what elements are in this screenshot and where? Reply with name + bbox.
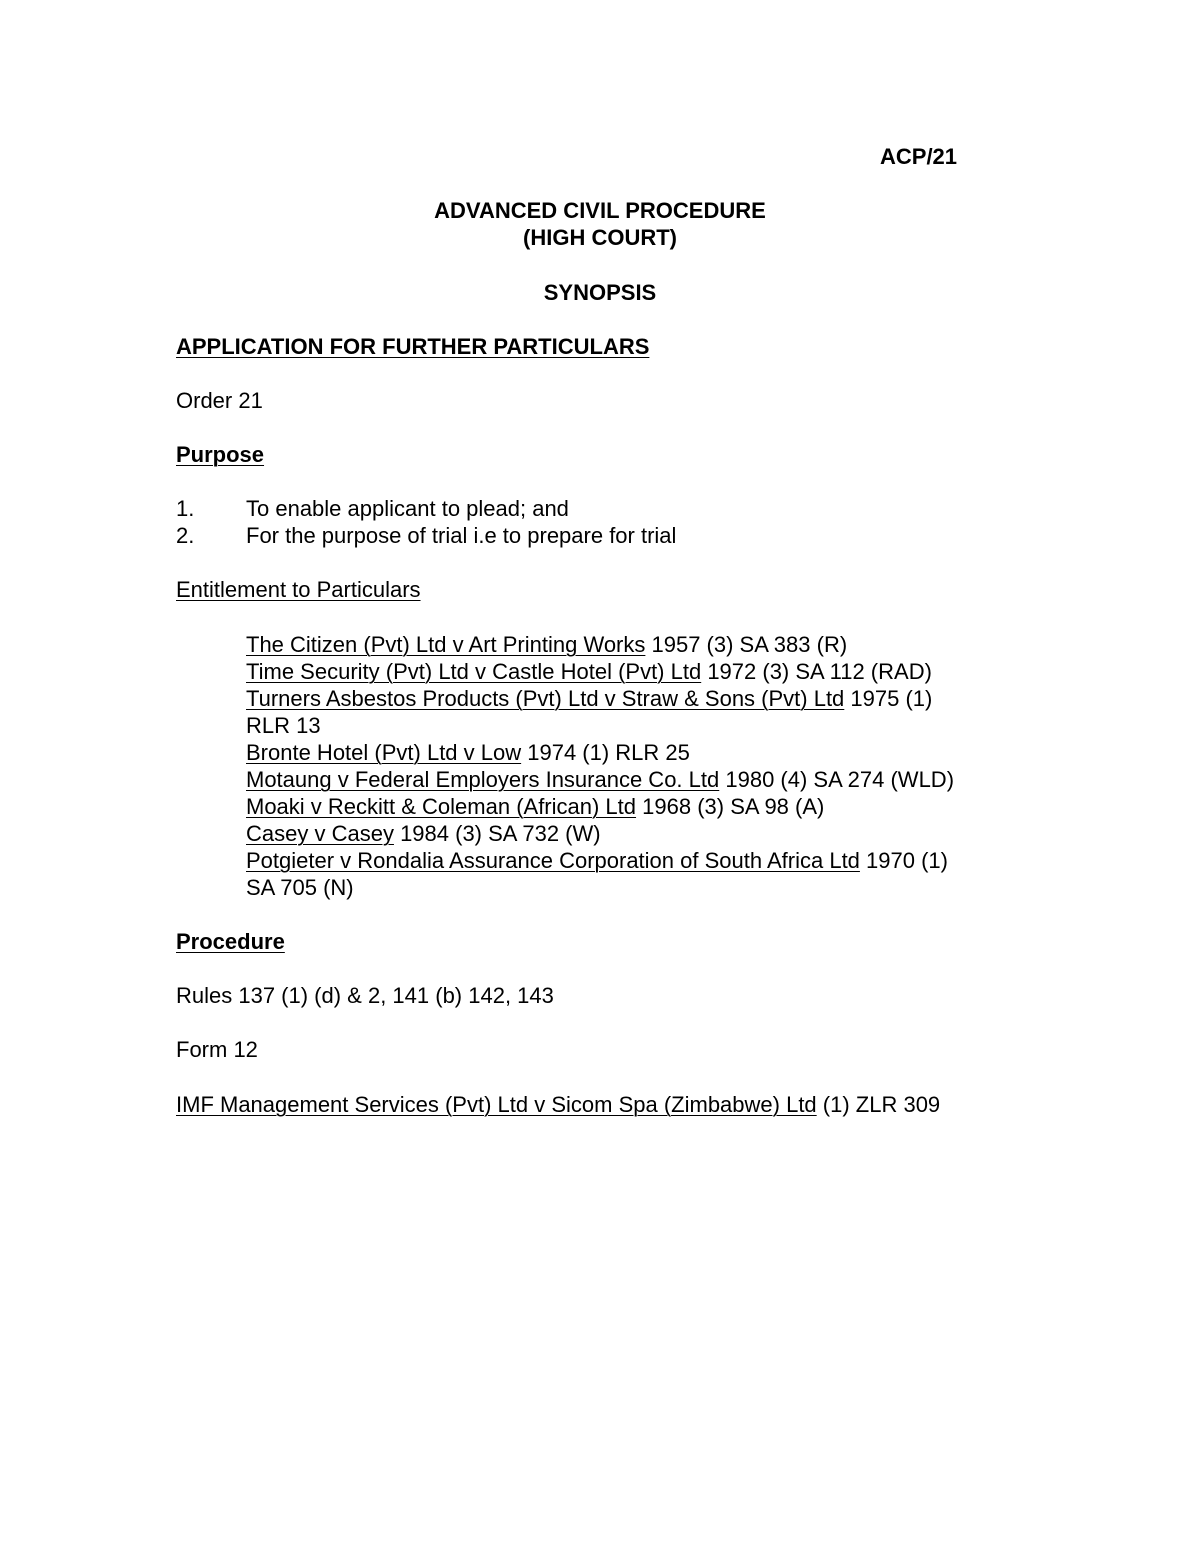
case-citation [246,820,601,847]
case-name: The Citizen (Pvt) Ltd v Art Printing Works [246,632,646,657]
case-reference: 1968 (3) SA 98 (A) [636,794,825,819]
case-citation [246,685,932,712]
purpose-item [0,495,1200,522]
document-subtitle: (HIGH COURT) [523,225,677,250]
case-reference: 1972 (3) SA 112 (RAD) [701,659,932,684]
document-title: ADVANCED CIVIL PROCEDURE [434,198,766,223]
case-reference: 1970 (1) [859,848,948,873]
case-citation [246,793,824,820]
main-heading: APPLICATION FOR FURTHER PARTICULARS [176,334,650,359]
synopsis-heading: SYNOPSIS [543,280,657,305]
purpose-heading: Purpose [176,442,265,467]
procedure-form: Form 12 [176,1037,258,1062]
procedure-heading: Procedure [176,929,285,954]
entitlement-heading: Entitlement to Particulars [176,577,421,602]
case-citation [246,739,690,766]
case-citation [246,847,948,874]
case-reference: 1980 (4) SA 274 (WLD) [719,767,955,792]
case-name: Bronte Hotel (Pvt) Ltd v Low [246,740,522,765]
case-name: IMF Management Services (Pvt) Ltd v Sicom Spa (Zimbabwe) Ltd [176,1092,817,1117]
purpose-item-text: To enable applicant to plead; and [246,496,569,521]
procedure-rules: Rules 137 (1) (d) & 2, 141 (b) 142, 143 [176,983,554,1008]
case-citation [246,658,932,685]
case-name: Moaki v Reckitt & Coleman (African) Ltd [246,794,637,819]
purpose-item-number: 1. [176,496,195,521]
case-name: Turners Asbestos Products (Pvt) Ltd v Straw & Sons (Pvt) Ltd [246,686,845,711]
case-name: Time Security (Pvt) Ltd v Castle Hotel (Pvt) Ltd [246,659,702,684]
case-reference-continued: RLR 13 [246,713,321,738]
document-code: ACP/21 [880,144,958,169]
purpose-item-text: For the purpose of trial i.e to prepare for trial [246,523,677,548]
case-citation [246,631,847,658]
purpose-item-number: 2. [176,523,195,548]
case-name: Motaung v Federal Employers Insurance Co. Ltd [246,767,720,792]
case-reference: 1957 (3) SA 383 (R) [645,632,848,657]
case-reference: 1974 (1) RLR 25 [521,740,690,765]
case-reference: 1984 (3) SA 732 (W) [393,821,601,846]
case-reference-continued: SA 705 (N) [246,875,354,900]
case-citation [246,766,954,793]
case-name: Casey v Casey [246,821,394,846]
case-name: Potgieter v Rondalia Assurance Corporation of South Africa Ltd [246,848,860,873]
order-reference: Order 21 [176,388,263,413]
case-reference: (1) ZLR 309 [816,1092,941,1117]
purpose-item [0,522,1200,549]
procedure-case-citation [176,1091,940,1118]
case-reference: 1975 (1) [844,686,933,711]
